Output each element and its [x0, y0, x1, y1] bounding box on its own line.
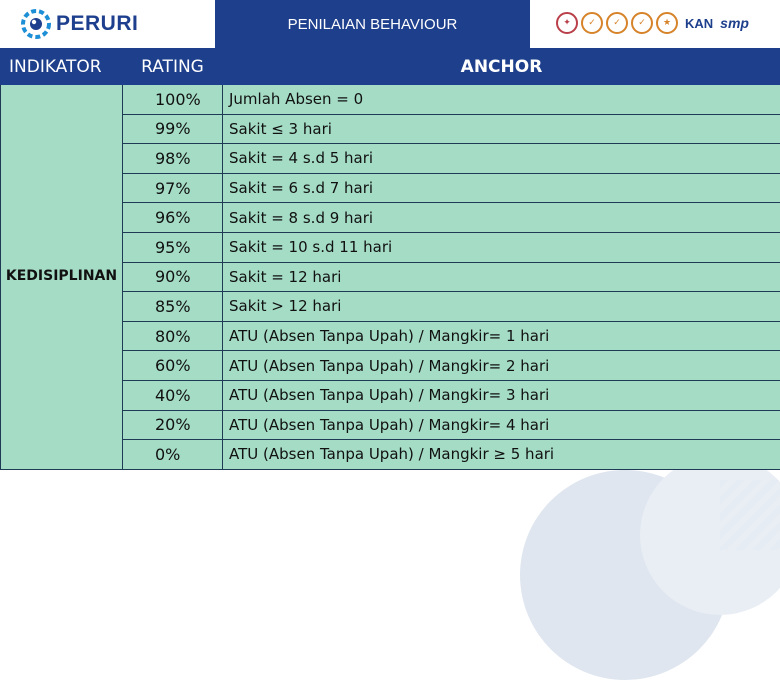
- table-body: [1, 85, 780, 470]
- rating-cell: 20%: [123, 410, 223, 440]
- certification-check-icon: ✓: [581, 12, 603, 34]
- certification-seal-icon: ✦: [556, 12, 578, 34]
- anchor-cell: Sakit = 8 s.d 9 hari: [223, 203, 780, 233]
- peruri-logo: [20, 8, 138, 40]
- rating-cell: 99%: [123, 114, 223, 144]
- anchor-cell: Sakit > 12 hari: [223, 292, 780, 322]
- rating-cell: 85%: [123, 292, 223, 322]
- rating-cell: 95%: [123, 232, 223, 262]
- behaviour-assessment-table: [0, 48, 780, 470]
- certification-check-icon: ✓: [631, 12, 653, 34]
- rating-cell: 60%: [123, 351, 223, 381]
- table-row: [1, 85, 780, 115]
- anchor-cell: Sakit ≤ 3 hari: [223, 114, 780, 144]
- anchor-cell: Sakit = 4 s.d 5 hari: [223, 144, 780, 174]
- anchor-cell: Sakit = 10 s.d 11 hari: [223, 232, 780, 262]
- kan-logo: KAN: [685, 16, 713, 31]
- smp-logo: smp: [720, 15, 749, 31]
- anchor-cell: ATU (Absen Tanpa Upah) / Mangkir= 4 hari: [223, 410, 780, 440]
- anchor-cell: Sakit = 6 s.d 7 hari: [223, 173, 780, 203]
- anchor-cell: ATU (Absen Tanpa Upah) / Mangkir ≥ 5 hari: [223, 440, 780, 470]
- rating-cell: 100%: [123, 85, 223, 115]
- page-title: PENILAIAN BEHAVIOUR: [288, 16, 458, 33]
- column-header-indikator: INDIKATOR: [1, 49, 123, 85]
- anchor-cell: ATU (Absen Tanpa Upah) / Mangkir= 2 hari: [223, 351, 780, 381]
- rating-cell: 98%: [123, 144, 223, 174]
- certification-seal-icon: ★: [656, 12, 678, 34]
- rating-cell: 40%: [123, 380, 223, 410]
- table-header-row: [1, 49, 780, 85]
- peruri-emblem-icon: [20, 8, 52, 40]
- title-bar: [215, 0, 530, 48]
- certification-badges: [556, 12, 749, 34]
- rating-cell: 0%: [123, 440, 223, 470]
- anchor-cell: ATU (Absen Tanpa Upah) / Mangkir= 3 hari: [223, 380, 780, 410]
- rating-cell: 96%: [123, 203, 223, 233]
- rating-cell: 97%: [123, 173, 223, 203]
- anchor-cell: Sakit = 12 hari: [223, 262, 780, 292]
- rating-cell: 80%: [123, 321, 223, 351]
- slide-header: [0, 0, 780, 48]
- column-header-rating: RATING: [123, 49, 223, 85]
- indicator-cell: KEDISIPLINAN: [1, 85, 123, 470]
- anchor-cell: Jumlah Absen = 0: [223, 85, 780, 115]
- anchor-cell: ATU (Absen Tanpa Upah) / Mangkir= 1 hari: [223, 321, 780, 351]
- certification-check-icon: ✓: [606, 12, 628, 34]
- logo-text: PERURI: [56, 12, 138, 36]
- rating-cell: 90%: [123, 262, 223, 292]
- column-header-anchor: ANCHOR: [223, 49, 780, 85]
